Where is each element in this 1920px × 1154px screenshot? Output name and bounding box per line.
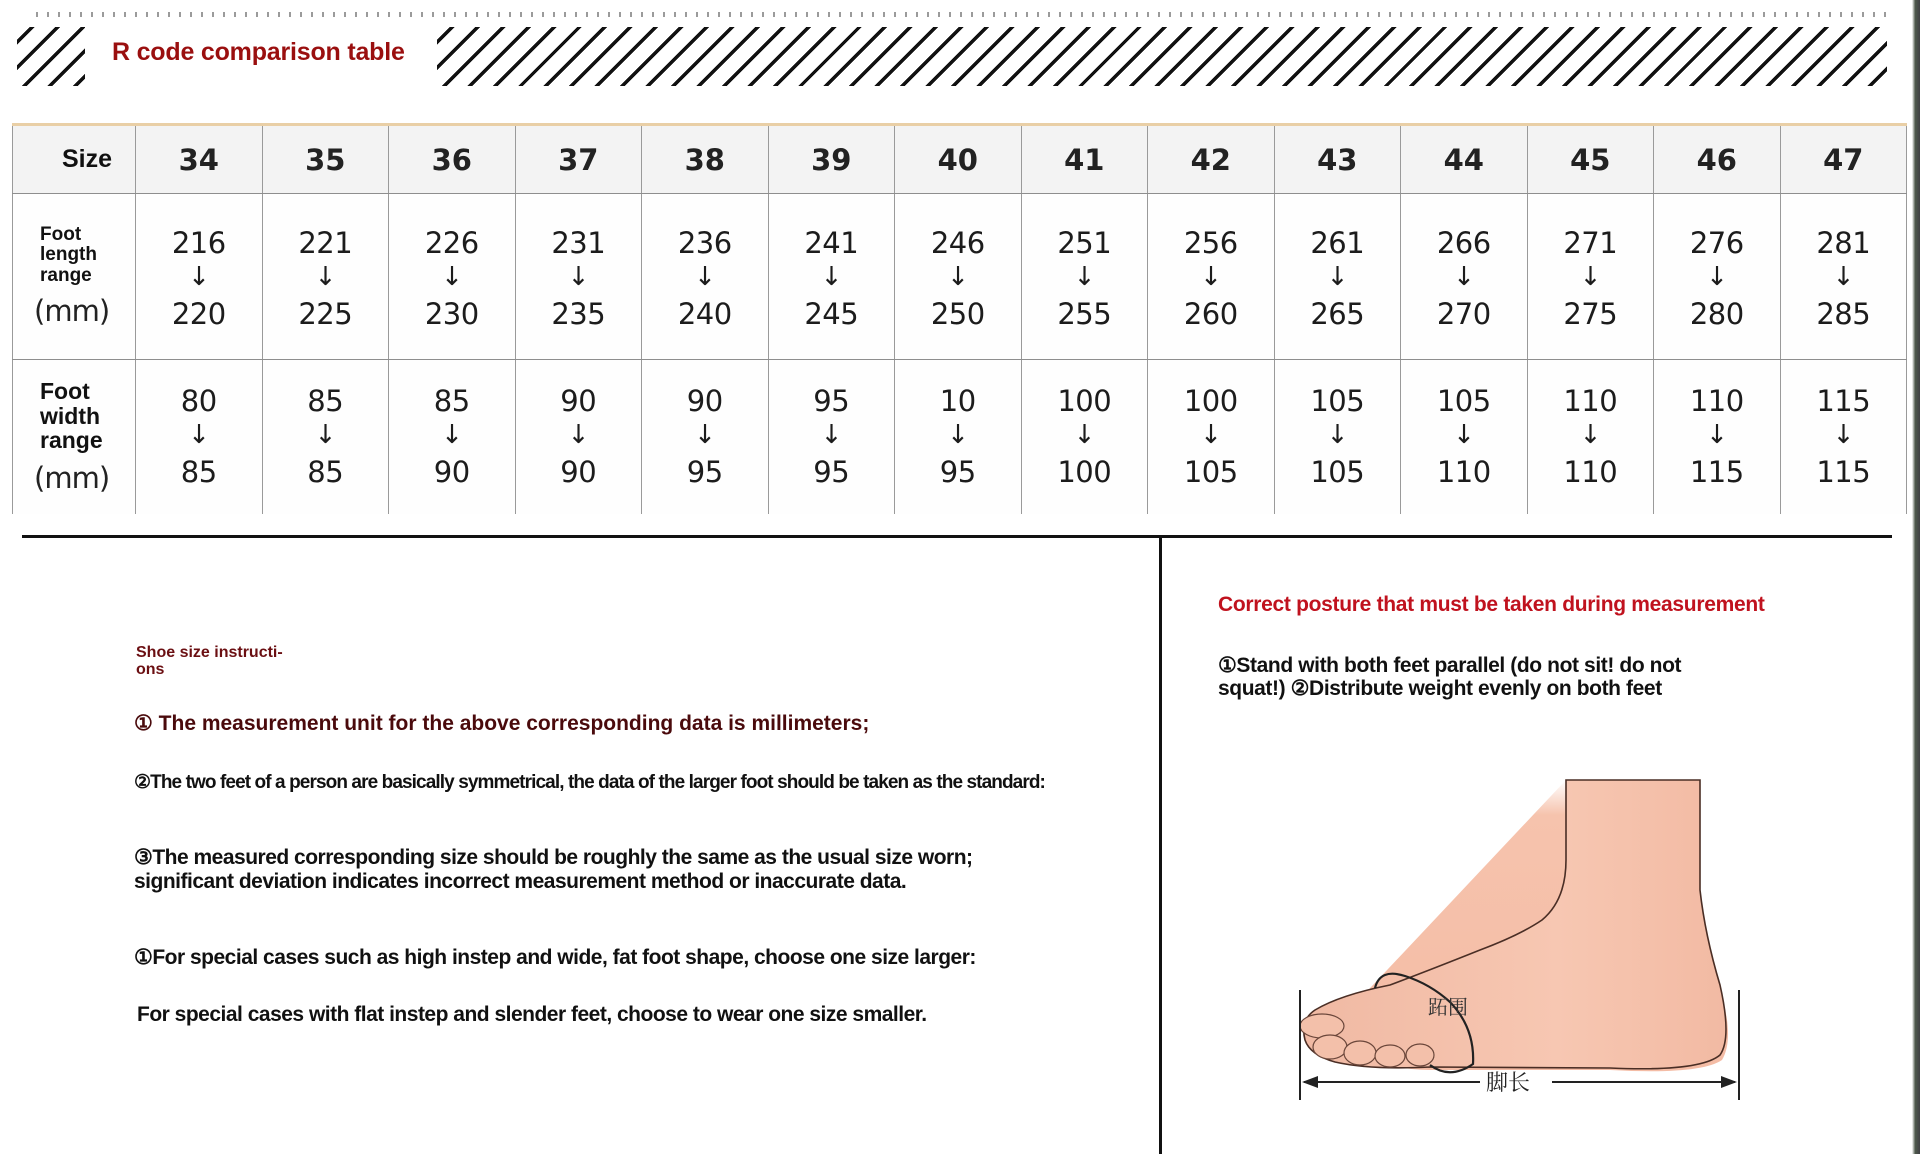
foot-width-max: 90: [560, 455, 597, 489]
size-cell: 41: [1021, 125, 1148, 194]
size-cell: 40: [895, 125, 1022, 194]
foot-width-cell: [136, 360, 263, 515]
down-arrow-icon: ↓: [1073, 261, 1095, 292]
foot-length-min: 256: [1183, 225, 1238, 260]
down-arrow-icon: ↓: [188, 420, 210, 450]
foot-length-cell: [389, 194, 516, 360]
instruction-item: ① The measurement unit for the above corresponding data is millimeters;: [134, 712, 870, 735]
down-arrow-icon: ↓: [820, 420, 842, 450]
size-cell: 46: [1654, 125, 1781, 194]
foot-width-min: 110: [1689, 384, 1744, 418]
foot-width-max: 110: [1436, 455, 1491, 489]
foot-width-cell: [1148, 360, 1275, 515]
foot-width-cell: [1401, 360, 1528, 515]
foot-width-unit: (mm): [34, 461, 110, 496]
instruction-item: For special cases with flat instep and slender feet, choose to wear one size smaller.: [137, 1003, 927, 1026]
instruction-item: ③The measured corresponding size should be roughly the same as the usual size worn; significant deviation indicates incorrect measurement method or inaccurate data.: [134, 846, 973, 893]
foot-width-min: 10: [939, 384, 976, 418]
foot-length-cell: [1654, 194, 1781, 360]
foot-width-max: 90: [433, 455, 470, 489]
foot-width-min: 115: [1816, 384, 1871, 418]
foot-length-min: 281: [1816, 225, 1871, 260]
down-arrow-icon: ↓: [694, 261, 716, 292]
foot-width-max: 85: [307, 455, 344, 489]
foot-width-label: Foot width range: [40, 377, 103, 454]
down-arrow-icon: ↓: [1200, 261, 1222, 292]
foot-width-max: 110: [1563, 455, 1618, 489]
down-arrow-icon: ↓: [1579, 261, 1601, 292]
down-arrow-icon: ↓: [314, 420, 336, 450]
hatch-block-left: [17, 27, 85, 86]
foot-length-cell: [136, 194, 263, 360]
down-arrow-icon: ↓: [1832, 261, 1854, 292]
foot-length-unit: (mm): [34, 294, 110, 329]
foot-length-row: [13, 194, 1907, 360]
foot-width-cell: [262, 360, 389, 515]
foot-width-min: 95: [813, 384, 850, 418]
size-cell: 35: [262, 125, 389, 194]
arrowhead-right: [1721, 1076, 1737, 1088]
page-title: R code comparison table: [112, 38, 405, 66]
foot-width-min: 80: [180, 384, 217, 418]
size-cell: 47: [1780, 125, 1907, 194]
down-arrow-icon: ↓: [694, 420, 716, 450]
down-arrow-icon: ↓: [567, 261, 589, 292]
foot-length-min: 236: [677, 225, 732, 260]
foot-width-min: 105: [1310, 384, 1365, 418]
posture-text: ①Stand with both feet parallel (do not sit! do not squat!) ②Distribute weight evenly on both feet: [1218, 654, 1682, 701]
foot-length-min: 241: [804, 225, 859, 260]
foot-width-max: 100: [1057, 455, 1112, 489]
down-arrow-icon: ↓: [1453, 261, 1475, 292]
instruction-item: ①For special cases such as high instep and wide, fat foot shape, choose one size larger:: [134, 946, 976, 969]
size-cell: 36: [389, 125, 516, 194]
foot-length-cell: [1148, 194, 1275, 360]
foot-width-cell: [895, 360, 1022, 515]
foot-length-min: 231: [551, 225, 606, 260]
foot-length-min: 246: [930, 225, 985, 260]
foot-length-min: 271: [1563, 225, 1618, 260]
down-arrow-icon: ↓: [314, 261, 336, 292]
down-arrow-icon: ↓: [1453, 420, 1475, 450]
foot-length-cell: [642, 194, 769, 360]
size-row: [13, 125, 1907, 194]
foot-length-max: 250: [930, 296, 985, 331]
size-cell: 42: [1148, 125, 1275, 194]
foot-length-label: Foot length range: [40, 223, 97, 286]
foot-length-max: 275: [1563, 296, 1618, 331]
foot-length-max: 255: [1057, 296, 1112, 331]
foot-length-min: 276: [1689, 225, 1744, 260]
down-arrow-icon: ↓: [1706, 261, 1728, 292]
foot-width-label-cell: [13, 360, 136, 515]
size-cell: 37: [515, 125, 642, 194]
down-arrow-icon: ↓: [1832, 420, 1854, 450]
section-divider-vertical: [1159, 535, 1162, 1154]
foot-length-cell: [1274, 194, 1401, 360]
size-cell: 45: [1527, 125, 1654, 194]
down-arrow-icon: ↓: [567, 420, 589, 450]
foot-width-max: 95: [939, 455, 976, 489]
foot-length-max: 220: [171, 296, 226, 331]
size-label: Size: [13, 125, 136, 194]
foot-length-max: 230: [424, 296, 479, 331]
foot-length-max: 285: [1816, 296, 1871, 331]
foot-length-min: 221: [298, 225, 353, 260]
foot-width-min: 85: [433, 384, 470, 418]
down-arrow-icon: ↓: [188, 261, 210, 292]
foot-length-max: 245: [804, 296, 859, 331]
foot-width-cell: [515, 360, 642, 515]
foot-width-max: 115: [1689, 455, 1744, 489]
foot-width-cell: [389, 360, 516, 515]
foot-length-max: 240: [677, 296, 732, 331]
foot-measurement-illustration: [1280, 770, 1760, 1110]
foot-width-cell: [1654, 360, 1781, 515]
posture-title: Correct posture that must be taken during measurement: [1218, 593, 1765, 616]
foot-length-cell: [262, 194, 389, 360]
dotted-top-rule: [36, 12, 1887, 17]
circumference-label: 跖围: [1428, 995, 1468, 1019]
size-comparison-table: [12, 123, 1907, 514]
foot-length-label-cell: [13, 194, 136, 360]
instruction-item: ②The two feet of a person are basically symmetrical, the data of the larger foot should be taken as the standard:: [134, 772, 1045, 793]
foot-length-max: 280: [1689, 296, 1744, 331]
size-cell: 44: [1401, 125, 1528, 194]
foot-width-min: 100: [1183, 384, 1238, 418]
size-cell: 39: [768, 125, 895, 194]
foot-length-max: 260: [1183, 296, 1238, 331]
foot-width-cell: [642, 360, 769, 515]
foot-width-cell: [768, 360, 895, 515]
down-arrow-icon: ↓: [820, 261, 842, 292]
down-arrow-icon: ↓: [1706, 420, 1728, 450]
foot-length-cell: [1401, 194, 1528, 360]
foot-length-cell: [1780, 194, 1907, 360]
foot-length-cell: [1021, 194, 1148, 360]
size-cell: 38: [642, 125, 769, 194]
foot-width-min: 105: [1436, 384, 1491, 418]
foot-length-min: 251: [1057, 225, 1112, 260]
foot-length-min: 261: [1310, 225, 1365, 260]
foot-length-max: 265: [1310, 296, 1365, 331]
foot-width-cell: [1780, 360, 1907, 515]
hatch-block-right: [437, 27, 1887, 86]
size-cell: 34: [136, 125, 263, 194]
foot-width-max: 95: [813, 455, 850, 489]
foot-width-cell: [1527, 360, 1654, 515]
foot-width-max: 105: [1310, 455, 1365, 489]
down-arrow-icon: ↓: [441, 261, 463, 292]
foot-length-min: 226: [424, 225, 479, 260]
foot-width-min: 85: [307, 384, 344, 418]
right-edge-strip: [1912, 0, 1920, 1154]
foot-width-min: 90: [560, 384, 597, 418]
foot-width-cell: [1021, 360, 1148, 515]
down-arrow-icon: ↓: [1073, 420, 1095, 450]
down-arrow-icon: ↓: [1326, 261, 1348, 292]
foot-length-max: 225: [298, 296, 353, 331]
down-arrow-icon: ↓: [1579, 420, 1601, 450]
length-label: 脚长: [1486, 1071, 1531, 1096]
size-cell: 43: [1274, 125, 1401, 194]
foot-width-cell: [1274, 360, 1401, 515]
foot-length-min: 216: [171, 225, 226, 260]
foot-width-max: 105: [1183, 455, 1238, 489]
down-arrow-icon: ↓: [1200, 420, 1222, 450]
instructions-title: Shoe size instructi- ons: [136, 644, 283, 678]
foot-width-row: [13, 360, 1907, 515]
down-arrow-icon: ↓: [1326, 420, 1348, 450]
down-arrow-icon: ↓: [947, 420, 969, 450]
foot-length-min: 266: [1436, 225, 1491, 260]
foot-length-max: 235: [551, 296, 606, 331]
foot-width-min: 100: [1057, 384, 1112, 418]
down-arrow-icon: ↓: [947, 261, 969, 292]
foot-width-min: 110: [1563, 384, 1618, 418]
foot-length-cell: [515, 194, 642, 360]
foot-width-max: 95: [686, 455, 723, 489]
section-divider-horizontal: [22, 535, 1892, 538]
foot-width-min: 90: [686, 384, 723, 418]
foot-length-cell: [1527, 194, 1654, 360]
down-arrow-icon: ↓: [441, 420, 463, 450]
foot-width-max: 85: [180, 455, 217, 489]
foot-length-cell: [895, 194, 1022, 360]
arrowhead-left: [1302, 1076, 1318, 1088]
foot-width-max: 115: [1816, 455, 1871, 489]
foot-length-cell: [768, 194, 895, 360]
foot-length-max: 270: [1436, 296, 1491, 331]
